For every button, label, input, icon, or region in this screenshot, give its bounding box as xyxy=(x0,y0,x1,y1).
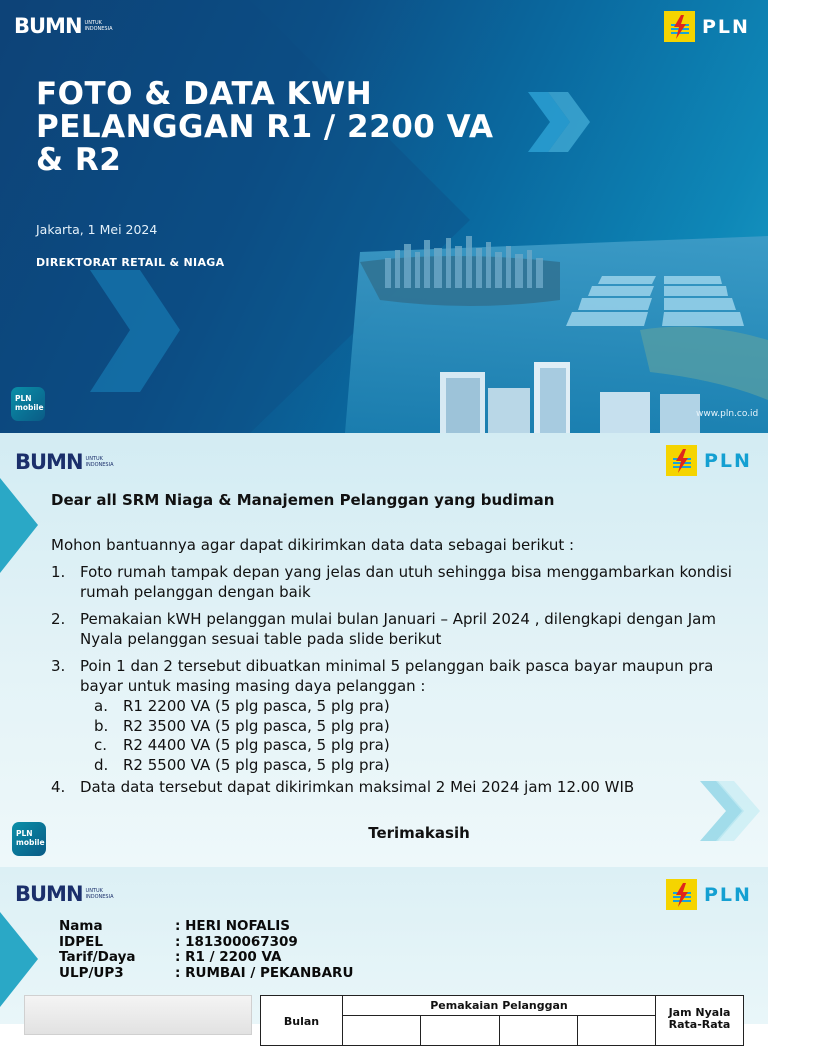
pln-logo-text: PLN xyxy=(702,15,750,38)
list-item-text: Foto rumah tampak depan yang jelas dan utuh sehingga bisa menggambarkan kondisi rumah pelanggan dengan baik xyxy=(80,563,732,601)
col-header-month: Bulan xyxy=(261,996,343,1046)
bumn-tag-line-2: INDONESIA xyxy=(84,26,113,32)
customer-info-row xyxy=(59,935,353,951)
field-value: : 181300067309 xyxy=(175,933,298,950)
list-item-text: Pemakaian kWH pelanggan mulai bulan Januari – April 2024 , dilengkapi dengan Jam Nyala pelanggan sesuai table pada slide berikut xyxy=(80,610,716,648)
list-item-number: 2. xyxy=(51,610,66,628)
list-item xyxy=(51,610,751,649)
bumn-logo xyxy=(14,14,113,38)
list-item xyxy=(51,657,751,775)
pln-logo-text: PLN xyxy=(704,883,752,906)
pln-mobile-line-1: PLN xyxy=(15,394,32,403)
pln-mobile-line-2: mobile xyxy=(15,403,44,412)
sub-list-item xyxy=(80,697,751,717)
pln-mobile-line-1: PLN xyxy=(16,829,33,838)
slide-title-line-2: PELANGGAN R1 / 2200 VA xyxy=(36,109,494,145)
field-value: : RUMBAI / PEKANBARU xyxy=(175,964,354,981)
list-item-text: Poin 1 dan 2 tersebut dibuatkan minimal 5 pelanggan baik pasca bayar maupun pra bayar untuk masing masing daya pelanggan : xyxy=(80,657,714,695)
list-item-text: Data data tersebut dapat dikirimkan maksimal 2 Mei 2024 jam 12.00 WIB xyxy=(80,778,635,796)
sub-item-letter: c. xyxy=(94,736,108,754)
title-slide xyxy=(0,0,768,433)
house-photo xyxy=(24,995,252,1035)
request-slide xyxy=(0,433,768,867)
bumn-logo-tagline xyxy=(85,20,113,32)
request-intro: Mohon bantuannya agar dapat dikirimkan data data sebagai berikut : xyxy=(51,536,575,554)
pln-logo xyxy=(666,879,752,910)
pln-lightning-icon xyxy=(664,11,695,42)
customer-info-row xyxy=(59,919,353,935)
customer-info xyxy=(59,919,353,981)
pln-mobile-app-icon xyxy=(11,387,45,421)
field-label: IDPEL xyxy=(59,933,103,950)
slide-date: Jakarta, 1 Mei 2024 xyxy=(36,222,158,237)
usage-subcol xyxy=(499,1016,577,1046)
sub-item-text: R1 2200 VA (5 plg pasca, 5 plg pra) xyxy=(123,697,390,715)
bumn-tag-line-1: UNTUK xyxy=(85,456,103,462)
bumn-logo-text: BUMN xyxy=(15,882,83,906)
title-slide-background-art xyxy=(0,0,768,433)
col-header-hours: Jam Nyala Rata-Rata xyxy=(656,996,744,1046)
sub-item-text: R2 4400 VA (5 plg pasca, 5 plg pra) xyxy=(123,736,390,754)
pln-mobile-line-2: mobile xyxy=(16,838,45,847)
bumn-tag-line-2: INDONESIA xyxy=(85,894,114,900)
sub-list-item xyxy=(80,717,751,737)
sub-list-item xyxy=(80,736,751,756)
list-item-number: 4. xyxy=(51,778,66,796)
usage-table xyxy=(260,995,744,1046)
customer-info-row xyxy=(59,950,353,966)
sub-list-item xyxy=(80,756,751,776)
field-value: : R1 / 2200 VA xyxy=(175,949,282,965)
slide-title-line-1: FOTO & DATA KWH xyxy=(36,76,373,112)
slide-title xyxy=(36,78,516,177)
bumn-logo-text: BUMN xyxy=(15,450,83,474)
bumn-tag-line-2: INDONESIA xyxy=(85,462,114,468)
customer-data-slide xyxy=(0,867,768,1031)
slide-title-line-3: & R2 xyxy=(36,142,122,178)
directorate-label: DIREKTORAT RETAIL & NIAGA xyxy=(36,256,225,269)
sub-item-letter: d. xyxy=(94,755,109,774)
bumn-logo xyxy=(15,450,114,474)
field-label: Tarif/Daya xyxy=(59,949,136,965)
table-header-row xyxy=(261,996,744,1016)
usage-subcol xyxy=(421,1016,499,1046)
list-item-number: 1. xyxy=(51,563,66,581)
website-url: www.pln.co.id xyxy=(696,409,759,419)
sub-item-text: R2 3500 VA (5 plg pasca, 5 plg pra) xyxy=(123,716,390,735)
bumn-logo-tagline xyxy=(86,888,114,900)
sub-item-letter: a. xyxy=(94,697,108,715)
bumn-logo-text: BUMN xyxy=(14,14,82,38)
list-item-body xyxy=(80,657,751,775)
field-value: : HERI NOFALIS xyxy=(175,918,290,934)
bumn-tag-line-1: UNTUK xyxy=(84,20,102,26)
list-item xyxy=(51,778,751,798)
bumn-tag-line-1: UNTUK xyxy=(85,888,103,894)
field-label: ULP/UP3 xyxy=(59,964,124,981)
closing-thanks: Terimakasih xyxy=(368,824,470,842)
usage-subcol xyxy=(577,1016,655,1046)
pln-logo xyxy=(666,445,752,476)
pln-lightning-icon xyxy=(666,445,697,476)
list-item xyxy=(51,563,751,602)
pln-logo-text: PLN xyxy=(704,449,752,472)
sub-item-text: R2 5500 VA (5 plg pasca, 5 plg pra) xyxy=(123,755,390,774)
bumn-logo-tagline xyxy=(86,456,114,468)
sub-item-letter: b. xyxy=(94,716,109,735)
greeting-heading: Dear all SRM Niaga & Manajemen Pelanggan yang budiman xyxy=(51,491,555,509)
pln-logo xyxy=(664,11,750,42)
col-header-usage: Pemakaian Pelanggan xyxy=(343,996,656,1016)
pln-lightning-icon xyxy=(666,879,697,910)
usage-subcol xyxy=(343,1016,421,1046)
bumn-logo xyxy=(15,882,114,906)
customer-info-row xyxy=(59,966,353,982)
request-list xyxy=(51,563,751,806)
field-label: Nama xyxy=(59,918,103,934)
daya-sub-list xyxy=(80,697,751,775)
list-item-number: 3. xyxy=(51,657,66,675)
